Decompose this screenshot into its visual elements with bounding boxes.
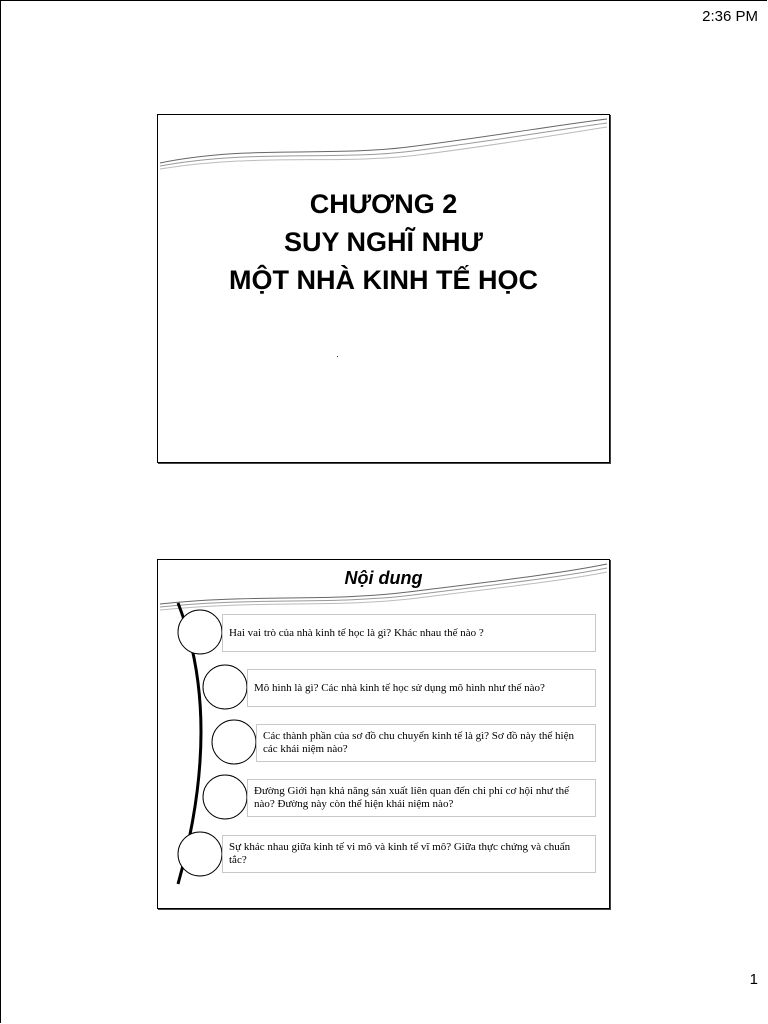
page-number: 1 [749,971,758,988]
slide-contents [157,559,610,909]
list-item-text: Sự khác nhau giữa kinh tế vi mô và kinh tế vĩ mô? Giữa thực chứng và chuẩn tắc? [229,841,571,866]
list-item [222,614,596,652]
list-item-text: Mô hình là gì? Các nhà kinh tế học sử dụng mô hình như thế nào? [254,681,545,694]
title-line-3: MỘT NHÀ KINH TẾ HỌC [229,265,538,295]
list-item-text: Các thành phần của sơ đồ chu chuyển kinh tế là gì? Sơ đồ này thể hiện các khái niệm nào? [263,730,574,755]
list-item [222,835,596,873]
bullet-circle-3 [212,720,256,764]
bullet-circle-2 [203,665,247,709]
title-line-2: SUY NGHĨ NHƯ [284,227,483,257]
list-item [256,724,596,762]
slide-heading: Nội dung [344,568,423,588]
bullet-circle-1 [178,610,222,654]
dot-mark [337,356,338,357]
slide-title-text [158,185,609,299]
list-item-text: Hai vai trò của nhà kinh tế học là gì? Khác nhau thế nào ? [229,626,484,639]
title-line-1: CHƯƠNG 2 [309,189,458,219]
list-item [247,669,596,707]
slide-title [157,114,610,463]
list-item [247,779,596,817]
timestamp: 2:36 PM [702,8,758,25]
decorative-wave [158,115,609,175]
list-item-text: Đường Giới hạn khả năng sản xuất liên quan đến chi phí cơ hội như thế nào? Đường này còn thể hiện khái niệm nào? [254,785,570,810]
bullet-circle-4 [203,775,247,819]
bullet-circle-5 [178,832,222,876]
